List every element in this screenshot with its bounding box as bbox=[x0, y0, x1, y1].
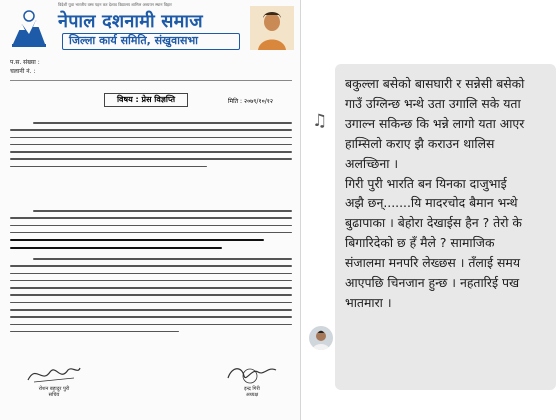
committee-name: जिल्ला कार्य समिति, संखुवासभा bbox=[62, 33, 240, 50]
header-divider bbox=[10, 80, 292, 81]
patra-sankhya: प.स. संख्या : bbox=[10, 59, 40, 66]
avatar[interactable] bbox=[309, 326, 333, 350]
chalani-number: चलानी नं. : bbox=[10, 68, 36, 75]
letter-date: मिति : २०७९/१०/१२ bbox=[228, 98, 273, 105]
body-paragraph-1 bbox=[10, 122, 292, 173]
letterhead-top-note: विदेशी युवा भारतीय वस्त्र पहन कर देशाव विद्यालय शामिल अध्ययन स्थान विहार bbox=[58, 2, 172, 7]
portrait-image bbox=[250, 6, 294, 50]
secretary-role: सचिव bbox=[48, 392, 60, 398]
organization-name: नेपाल दशनामी समाज bbox=[58, 11, 203, 32]
chat-message-text: बकुल्ला बसेको बासघारी र सन्नेसी बसेको गाउँ उग्लिन्छ भन्थे उता उगालि सके यता उगाल्न सकिन्छ कि भन्ने लागो यता आएर हाम्सिलो कराए झै कराउन थालिस अलच्छिना । गिरी पुरी भारति बन यिनका दाजुभाई अझै छन्.......यि मादरचोद बैमान भन्थे बुढापाका । बेहोरा देखाईस हैन ? तेरो के बिगारिदेको छ हँ मैले ? सामाजिक संजालमा मनपरि लेख्छस । तँलाई समय आएपछि चिनजान हुन्छ । नहतारिई पख भातमारा । bbox=[345, 76, 525, 310]
chat-message-bubble[interactable] bbox=[335, 64, 556, 390]
body-paragraph-2 bbox=[10, 210, 292, 255]
signature-mark-icon bbox=[24, 362, 84, 386]
subject-heading: विषय : प्रेस विज्ञप्ति bbox=[104, 93, 188, 107]
signature-secretary bbox=[14, 362, 94, 398]
signature-chair bbox=[212, 362, 292, 398]
music-note-icon: ♫ bbox=[312, 111, 328, 131]
chair-role: अध्यक्ष bbox=[245, 392, 259, 398]
chair-name: इन्द्र गिरी bbox=[244, 386, 260, 392]
organization-emblem-icon bbox=[10, 8, 48, 48]
signature-mark-icon bbox=[222, 362, 282, 386]
body-paragraph-3 bbox=[10, 258, 292, 338]
chat-panel bbox=[301, 0, 560, 420]
secretary-name: रोशन बहादुर पुरी bbox=[38, 386, 70, 392]
